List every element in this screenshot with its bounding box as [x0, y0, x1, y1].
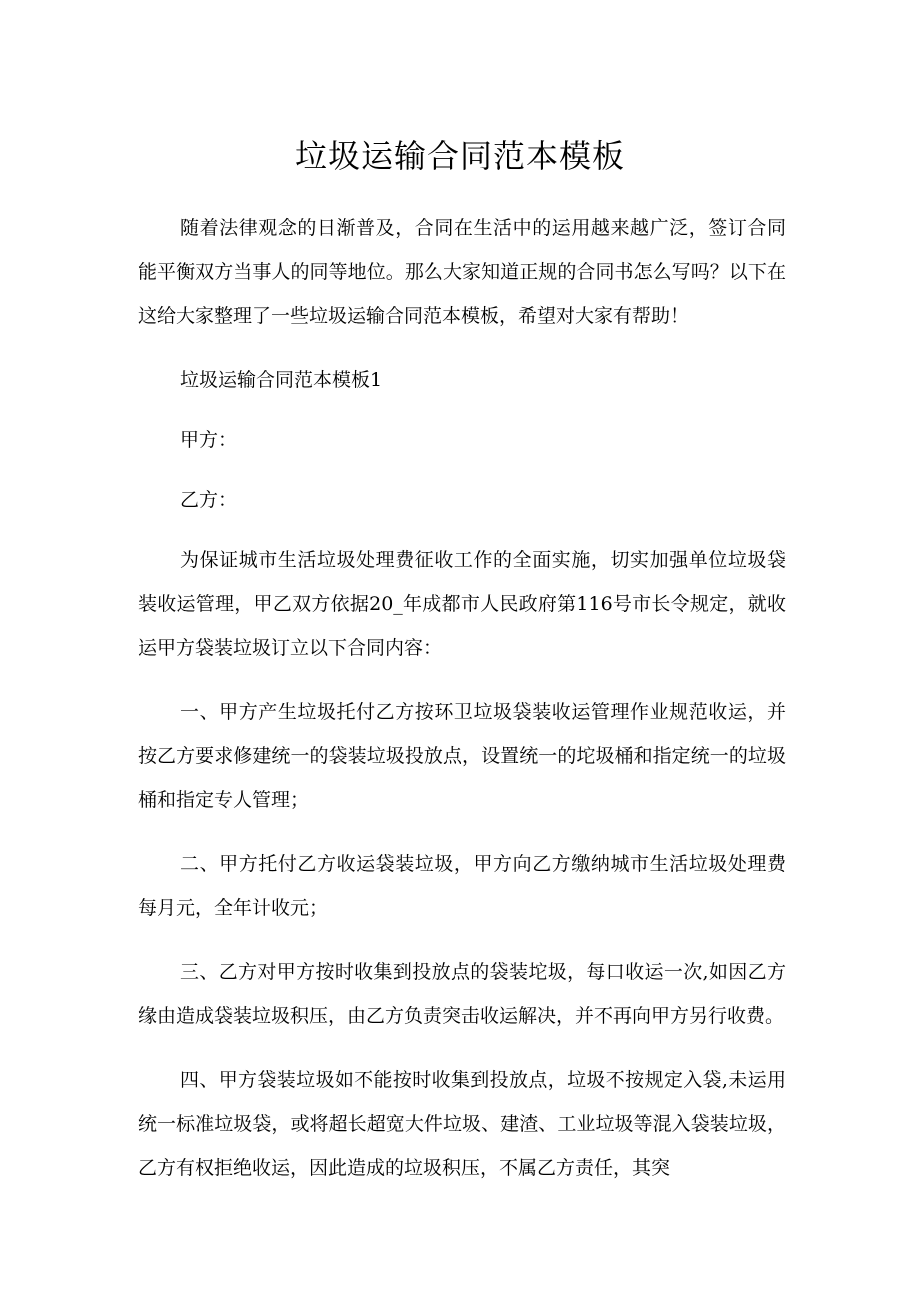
preamble-paragraph: 为保证城市生活垃圾处理费征收工作的全面实施，切实加强单位垃圾袋装收运管理，甲乙双方依据20_年成都市人民政府第116号市长令规定，就收运甲方袋装垃圾订立以下合同内容：	[138, 549, 786, 659]
template-heading: 垃圾运输合同范本模板1	[180, 369, 383, 391]
clause-2-paragraph: 二、甲方托付乙方收运袋装垃圾，甲方向乙方缴纳城市生活垃圾处理费每月元，全年计收元；	[138, 853, 786, 919]
clause-3-paragraph: 三、乙方对甲方按时收集到投放点的袋装坨圾，每口收运一次,如因乙方缘由造成袋装垃圾积压，由乙方负责突击收运解决，并不再向甲方另行收费。	[138, 961, 786, 1027]
intro-paragraph: 随着法律观念的日渐普及，合同在生活中的运用越来越广泛，签订合同能平衡双方当事人的同等地位。那么大家知道正规的合同书怎么写吗？以下在这给大家整理了一些垃圾运输合同范本模板，希望对大家有帮助！	[138, 217, 786, 327]
clause-1-paragraph: 一、甲方产生垃圾托付乙方按环卫垃圾袋装收运管理作业规范收运，并按乙方要求修建统一的袋装垃圾投放点，设置统一的坨圾桶和指定统一的垃圾桶和指定专人管理；	[138, 701, 786, 811]
party-b-line: 乙方：	[180, 489, 238, 511]
party-a-line: 甲方：	[180, 429, 238, 451]
clause-4-paragraph: 四、甲方袋装垃圾如不能按时收集到投放点，垃圾不按规定入袋,未运用统一标准垃圾袋，或将超长超宽大件垃圾、建渣、工业垃圾等混入袋装垃圾，乙方有权拒绝收运，因此造成的垃圾积压，不属乙方责任，其突	[138, 1069, 786, 1179]
document-title: 垃圾运输合同范本模板	[294, 137, 625, 175]
document-body	[138, 206, 786, 1210]
